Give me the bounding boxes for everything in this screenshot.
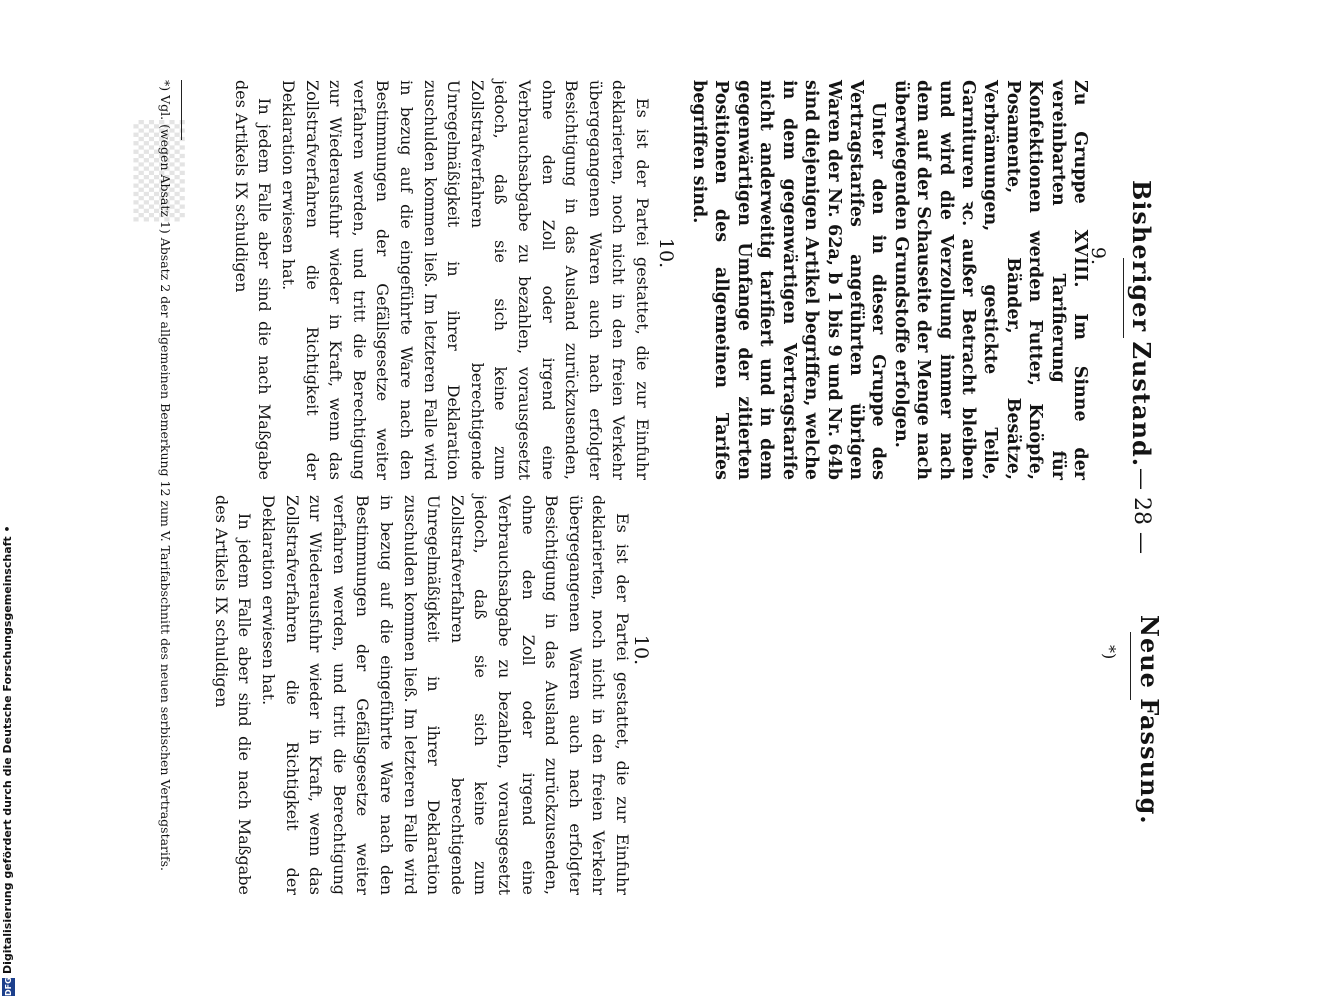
- right-footnote-marker: *): [1100, 645, 1119, 660]
- digitization-side-note: [0, 0, 18, 1000]
- section-9-paragraph-1: Zu Gruppe XVIII. Im Sinne der vereinbarten Tarifierung für Konfektionen werden Futter, Knöpfe, Posamente, Bänder, Besätze, Verbrämungen, gestickte Teile, Garnituren ꝛc. außer Betracht bleiben und wird die Verzollung immer nach dem auf der Schauseite der Menge nach überwiegenden Grundstoffe erfolgen.: [890, 80, 1090, 480]
- bleed-through-mark: ▒▒▒: [133, 120, 184, 222]
- left-section-10-paragraph-1: Es ist der Partei gestattet, die zur Einfuhr deklarierten, noch nicht in den freien Verkehr übergegangenen Waren auch nach erfolgter Besichtigung in das Ausland zurückzusenden, ohne den Zoll oder irgend eine Verbrauchsabgabe zu bezahlen, vorausgesetzt jedoch, daß sie sich keine zum Zollstrafverfahren berechtigende Unregelmäßigkeit in ihrer Deklaration zuschulden kommen ließ. Im letzteren Falle wird in bezug auf die eingeführte Ware nach den Bestimmungen der Gefällsgesetze weiter verfahren werden, und tritt die Berechtigung zur Wiederausfuhr wieder in Kraft, wenn das Zollstrafverfahren die Richtigkeit der Deklaration erwiesen hat.: [279, 80, 652, 480]
- left-section-10-number: 10.: [655, 237, 677, 269]
- page-number: — 28 —: [1129, 468, 1154, 554]
- dfg-logo-icon: DFG: [4, 977, 13, 996]
- right-section-10-paragraph-1: Es ist der Partei gestattet, die zur Einfuhr deklarierten, noch nicht in den freien Verkehr übergegangenen Waren auch nach erfolgter Besichtigung in das Ausland zurückzusenden, ohne den Zoll oder irgend eine Verbrauchsabgabe zu bezahlen, vorausgesetzt jedoch, daß sie sich keine zum Zollstrafverfahren berechtigende Unregelmäßigkeit in ihrer Deklaration zuschulden kommen ließ. Im letzteren Falle wird in bezug auf die eingeführte Ware nach den Bestimmungen der Gefällsgesetze weiter verfahren werden, und tritt die Berechtigung zur Wiederausfuhr wieder in Kraft, wenn das Zollstrafverfahren die Richtigkeit der Deklaration erwiesen hat.: [259, 495, 632, 895]
- right-section-10-text: [209, 495, 634, 895]
- left-column-title: Bisheriger Zustand.: [1127, 180, 1156, 468]
- section-9-number: 9.: [1087, 246, 1109, 266]
- left-section-10-text: [229, 80, 654, 480]
- section-9-paragraph-2: Unter den in dieser Gruppe des Vertragstarifes angeführten übrigen Waren der Nr. 62a, b 1 bis 9 und Nr. 64b sind diejenigen Artikel begriffen, welche in dem gegenwärtigen Vertragstarife nicht anderweitig tarifiert und in dem gegenwärtigen Umfange der zitierten Positionen des allgemeinen Tarifes begriffen sind.: [689, 80, 889, 480]
- right-section-10-paragraph-2: In jedem Falle aber sind die nach Maßgabe des Artikels IX schuldigen: [211, 495, 255, 895]
- section-9-text: [688, 80, 1091, 480]
- footnote-rule: [181, 80, 182, 140]
- right-section-10-number: 10.: [630, 634, 652, 666]
- footnote: *) Vgl. (wegen Absatz 1) Absatz 2 der allgemeinen Bemerkung 12 zum V. Tarifabschnitt des neuen serbischen Vertragstarifs.: [158, 80, 173, 872]
- right-column-title: Neue Fassung.: [1135, 615, 1164, 825]
- digitization-credit-text: Digitalisierung gefördert durch die Deutsche Forschungsgemeinschaft •: [1, 525, 14, 974]
- left-section-10-paragraph-2: In jedem Falle aber sind die nach Maßgabe des Artikels IX schuldigen: [231, 80, 275, 480]
- left-title-underline: [1123, 258, 1124, 338]
- right-title-underline: [1130, 632, 1131, 700]
